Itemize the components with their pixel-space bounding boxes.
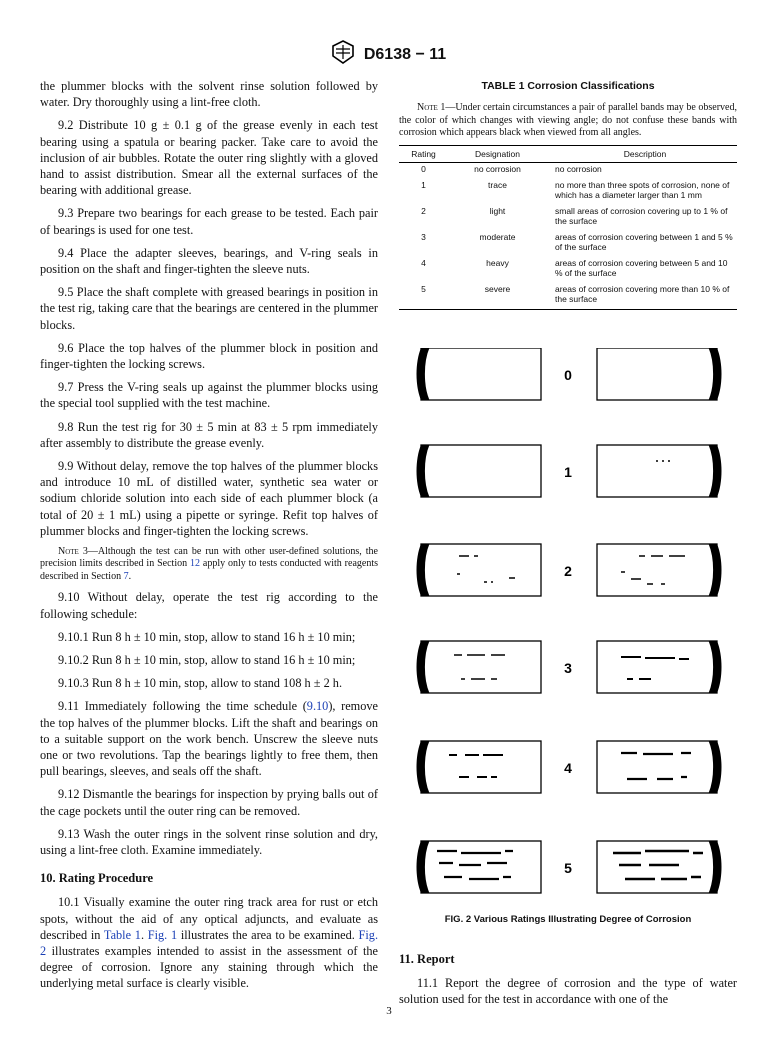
paragraph-9-5: 9.5 Place the shaft complete with greased bearings in position in the test rig, taking care that the bearings are centered in the plummer blocks. <box>40 285 378 332</box>
paragraph-9-10-1: 9.10.1 Run 8 h ± 10 min, stop, allow to stand 16 h ± 10 min; <box>58 629 356 644</box>
page-number: 3 <box>386 1005 392 1017</box>
header-rating: Rating <box>399 146 448 163</box>
cell-description: no corrosion <box>555 164 602 175</box>
table-1-note <box>399 102 737 139</box>
table-row <box>399 257 737 283</box>
left-column <box>40 78 378 999</box>
figure-2-corrosion-illustration <box>399 348 737 908</box>
cell-rating: 4 <box>421 258 426 269</box>
table-row <box>399 179 737 205</box>
note-3 <box>40 546 378 583</box>
cell-designation: moderate <box>479 232 516 243</box>
section-9-10-link[interactable]: 9.10 <box>306 699 329 714</box>
corrosion-table <box>399 145 737 310</box>
right-column <box>399 78 737 1014</box>
cell-rating: 3 <box>421 232 426 243</box>
paragraph-intro: the plummer blocks with the solvent rinse solution followed by water. Dry thoroughly using a lint-free cloth. <box>40 79 378 110</box>
rating-label-2: 2 <box>564 563 572 580</box>
p-10-1-text-a: 10.1 Visually examine the outer ring track area for rust or etch spots, without the aid of any optical adjuncts, and evaluate as described in <box>40 895 378 942</box>
paragraph-9-6: 9.6 Place the top halves of the plummer block in position and finger-tighten the locking screws. <box>40 340 378 372</box>
header-description: Description <box>547 146 737 163</box>
table-1-title: TABLE 1 Corrosion Classifications <box>481 80 655 92</box>
paragraph-10-1 <box>40 894 378 991</box>
cell-rating: 1 <box>421 180 426 191</box>
cell-description: no more than three spots of corrosion, none of which has a diameter larger than 1 mm <box>555 180 730 201</box>
paragraph-9-12: 9.12 Dismantle the bearings for inspection by prying balls out of the cage pockets until the outer ring can be removed. <box>40 787 378 818</box>
table-header-row <box>399 146 737 163</box>
rating-label-3: 3 <box>564 660 572 677</box>
note-1-label: Note 1 <box>417 102 446 114</box>
paragraph-9-11 <box>40 698 378 779</box>
table-1-link[interactable]: Table 1 <box>103 927 141 942</box>
cell-description: small areas of corrosion covering up to 1 % of the surface <box>555 206 728 227</box>
paragraph-9-3: 9.3 Prepare two bearings for each grease to be tested. Each pair of bearings is used for one test. <box>40 206 378 237</box>
table-row <box>399 283 737 310</box>
note-3-text-a: —Although the test can be run with other user-defined solutions, the precision limits described in Section <box>40 546 378 570</box>
header-designation: Designation <box>448 146 547 163</box>
fig-2-link[interactable]: Fig. 2 <box>40 927 379 958</box>
table-row <box>399 231 737 257</box>
cell-designation: no corrosion <box>474 164 521 175</box>
section-7-link[interactable]: 7 <box>123 570 129 582</box>
note-3-label: Note 3 <box>58 546 88 558</box>
p-9-11-text-b: ), remove the top halves of the plummer blocks. Lift the shaft and bearings on to a suitable support on the work bench. Unscrew the sleeve nuts one or two revolutions. Tap the bearings lightly to free them, then pull bearings, sleeves, and seals off the shaft. <box>40 699 378 779</box>
p-10-1-text-c: illustrates the area to be examined. <box>177 927 359 942</box>
cell-description: areas of corrosion covering more than 10 % of the surface <box>547 283 737 310</box>
rating-label-1: 1 <box>564 464 572 481</box>
section-12-link[interactable]: 12 <box>190 558 200 570</box>
paragraph-9-10: 9.10 Without delay, operate the test rig according to the following schedule: <box>40 590 378 621</box>
paragraph-9-9: 9.9 Without delay, remove the top halves of the plummer blocks and introduce 10 mL of distilled water, synthetic sea water or sodium chloride solution into each side of each plummer block (a total of 20 ± 1 mL) using a pipette or syringe. Refit top halves of plummer blocks and finger-tighten the locking screws. <box>40 459 378 538</box>
cell-description: areas of corrosion covering between 1 and 5 % of the surface <box>555 232 733 253</box>
paragraph-9-10-3: 9.10.3 Run 8 h ± 10 min, stop, allow to stand 108 h ± 2 h. <box>58 676 343 691</box>
cell-designation: heavy <box>486 258 509 269</box>
p-10-1-text-b: . <box>140 927 148 942</box>
table-row <box>399 163 737 180</box>
cell-rating: 2 <box>421 206 426 217</box>
note-3-text-c: . <box>128 570 132 582</box>
paragraph-11-1: 11.1 Report the degree of corrosion and the type of water solution used for the test in accordance with one of the <box>399 975 737 1007</box>
cell-designation: severe <box>448 283 547 310</box>
cell-description: areas of corrosion covering between 5 and 10 % of the surface <box>555 258 728 279</box>
note-1-text: —Under certain circumstances a pair of parallel bands may be observed, the color of which changes with viewing angle; do not confuse these bands with corrosion which appears black when viewed from all angles. <box>399 102 737 139</box>
figure-2-caption: FIG. 2 Various Ratings Illustrating Degree of Corrosion <box>444 914 692 926</box>
section-11-heading: 11. Report <box>399 951 455 966</box>
rating-label-4: 4 <box>564 760 572 777</box>
section-10-heading: 10. Rating Procedure <box>40 871 154 886</box>
fig-1-link[interactable]: Fig. 1 <box>147 927 178 942</box>
p-9-11-text-a: 9.11 Immediately following the time schedule ( <box>58 699 307 714</box>
paragraph-9-4: 9.4 Place the adapter sleeves, bearings, and V-ring seals in position on the shaft and finger-tighten the sleeve nuts. <box>40 245 378 277</box>
page-header <box>0 40 778 69</box>
cell-designation: trace <box>488 180 507 191</box>
paragraph-9-8: 9.8 Run the test rig for 30 ± 5 min at 83 ± 5 rpm immediately after assembly to distribute the grease evenly. <box>40 419 378 450</box>
paragraph-9-2: 9.2 Distribute 10 g ± 0.1 g of the grease evenly in each test bearing using a spatula or bearing packer. Take care to avoid the inclusion of air bubbles. Rotate the outer ring slightly with a gloved hand to assist distribution. Smear all the external surfaces of the bearing with additional grease. <box>40 118 378 198</box>
note-3-text-b: apply only to tests conducted with reagents described in Section <box>40 558 378 582</box>
paragraph-9-13: 9.13 Wash the outer rings in the solvent rinse solution and dry, using a lint-free cloth. Examine immediately. <box>40 826 378 857</box>
paragraph-9-7: 9.7 Press the V-ring seals up against the plummer blocks using the special tool supplied with the test machine. <box>40 380 378 411</box>
cell-designation: light <box>489 206 506 217</box>
cell-rating: 0 <box>421 164 426 175</box>
rating-label-0: 0 <box>564 367 572 384</box>
rating-label-5: 5 <box>564 860 572 877</box>
p-10-1-text-d: illustrates examples intended to assist in the assessment of the degree of corrosion. Ignore any staining through which the underlying metal surface is clearly visible. <box>40 943 378 991</box>
paragraph-9-10-2: 9.10.2 Run 8 h ± 10 min, stop, allow to stand 16 h ± 10 min; <box>58 652 356 667</box>
table-row <box>399 205 737 231</box>
standard-designation: D6138 − 11 <box>363 45 447 63</box>
cell-rating: 5 <box>399 283 448 310</box>
astm-logo-icon <box>332 40 354 69</box>
